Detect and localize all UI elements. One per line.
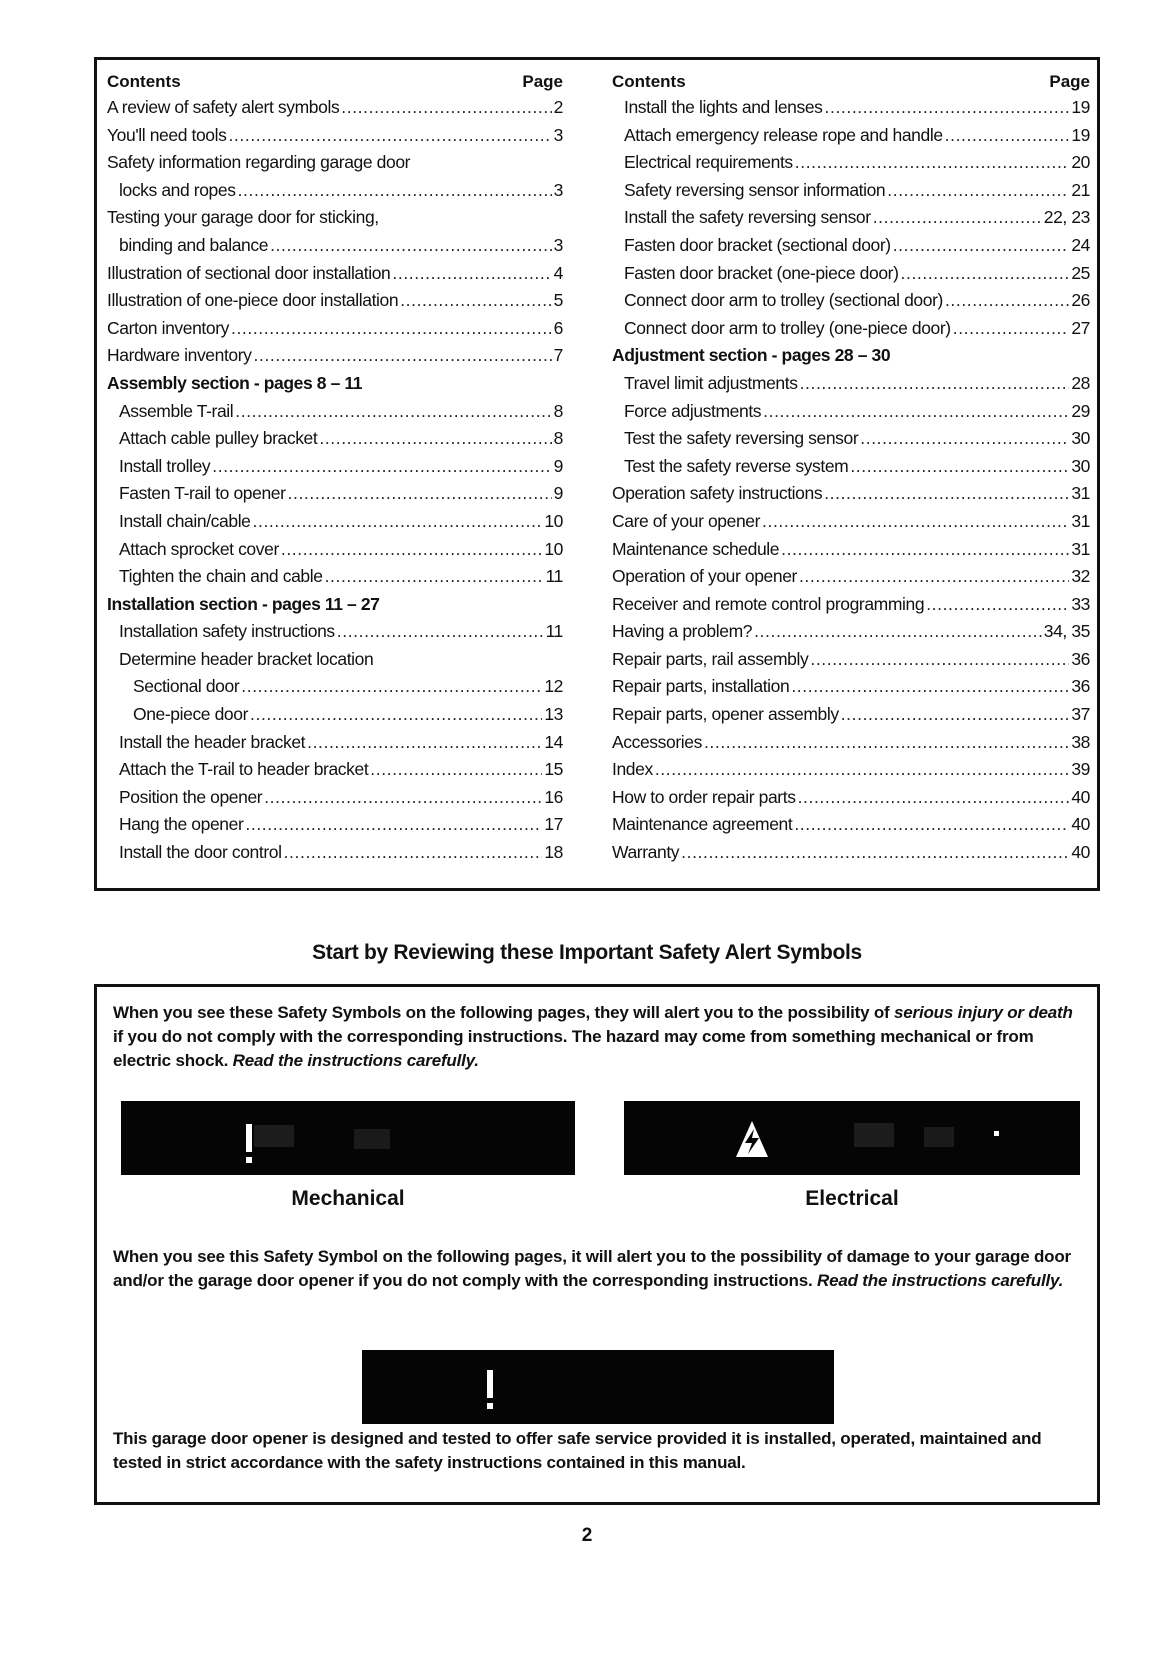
toc-left-header: [107, 70, 563, 94]
toc-entry: [107, 315, 563, 343]
toc-entry-page: 30: [1071, 455, 1090, 476]
electrical-label: Electrical: [805, 1187, 899, 1210]
toc-left-column: [107, 70, 563, 867]
toc-entry-page: 40: [1071, 842, 1090, 863]
toc-entry-title: Test the safety reverse system: [624, 455, 849, 476]
toc-entry: [612, 370, 1090, 398]
toc-section-heading: [612, 342, 1090, 370]
toc-entry-page: 14: [544, 731, 563, 752]
toc-entry: [107, 260, 563, 288]
toc-entry-title: Position the opener: [119, 786, 263, 807]
toc-entry: [612, 480, 1090, 508]
toc-entry: [107, 149, 563, 177]
toc-entry-title: Install chain/cable: [119, 510, 251, 531]
toc-leader-dots: [253, 508, 543, 536]
toc-entry: [612, 287, 1090, 315]
toc-leader-dots: [810, 646, 1069, 674]
exclamation-icon: [362, 1350, 834, 1424]
toc-entry-title: Repair parts, rail assembly: [612, 648, 809, 669]
toc-entry-title: Attach cable pulley bracket: [119, 428, 318, 449]
toc-leader-dots: [245, 811, 542, 839]
table-of-contents: [94, 57, 1100, 891]
toc-right-header-page: Page: [1049, 72, 1090, 91]
toc-entry: [612, 204, 1090, 232]
toc-leader-dots: [945, 122, 1070, 150]
toc-entry-title: Hang the opener: [119, 814, 244, 835]
toc-entry-title: Operation of your opener: [612, 566, 797, 587]
toc-entry-title: Attach sprocket cover: [119, 538, 279, 559]
toc-leader-dots: [893, 232, 1070, 260]
toc-entry-page: 30: [1071, 428, 1090, 449]
toc-entry-title: Adjustment section - pages 28 – 30: [612, 345, 891, 366]
toc-entry-page: 17: [544, 814, 563, 835]
toc-leader-dots: [337, 618, 544, 646]
toc-entry-page: 39: [1071, 759, 1090, 780]
toc-leader-dots: [655, 756, 1070, 784]
toc-leader-dots: [824, 480, 1069, 508]
toc-entry: [612, 536, 1090, 564]
toc-entry-title: Maintenance schedule: [612, 538, 780, 559]
toc-entry: [612, 149, 1090, 177]
toc-entry-title: Install the safety reversing sensor: [624, 207, 871, 228]
toc-entry: [612, 122, 1090, 150]
toc-entry-title: Operation safety instructions: [612, 483, 823, 504]
toc-leader-dots: [860, 425, 1069, 453]
toc-entry-title: Illustration of sectional door installation: [107, 262, 391, 283]
toc-entry-title: Receiver and remote control programming: [612, 593, 925, 614]
safety-footer-text: This garage door opener is designed and tested to offer safe service provided it is installed, operated, maintained and tested in strict accordance with the safety instructions contained in this manual.: [113, 1429, 1042, 1472]
toc-leader-dots: [288, 480, 552, 508]
toc-entry-page: 3: [553, 234, 563, 255]
toc-entry-page: 26: [1071, 290, 1090, 311]
toc-entry-title: Safety reversing sensor information: [624, 179, 886, 200]
toc-section-heading: [107, 591, 563, 619]
toc-entry-title: Install trolley: [119, 455, 211, 476]
toc-entry-page: 25: [1071, 262, 1090, 283]
toc-entry-title: Index: [612, 759, 653, 780]
intro-text-a: When you see these Safety Symbols on the following pages, they will alert you to the possibility of: [113, 1003, 895, 1022]
toc-entry: [107, 811, 563, 839]
toc-entry: [612, 784, 1090, 812]
toc-entry-page: 32: [1071, 566, 1090, 587]
toc-entry-title: Force adjustments: [624, 400, 762, 421]
toc-leader-dots: [850, 453, 1069, 481]
toc-entry: [107, 398, 563, 426]
toc-leader-dots: [799, 563, 1069, 591]
toc-entry-page: 5: [553, 290, 563, 311]
toc-right-entries: [612, 94, 1090, 867]
toc-entry-page: 38: [1071, 731, 1090, 752]
toc-entry: [612, 425, 1090, 453]
toc-entry-page: 13: [544, 704, 563, 725]
toc-entry: [107, 177, 563, 205]
toc-entry: [107, 287, 563, 315]
toc-leader-dots: [873, 204, 1042, 232]
toc-entry-page: 12: [544, 676, 563, 697]
second-read-instructions: Read the instructions carefully.: [817, 1271, 1064, 1290]
toc-entry-page: 34, 35: [1043, 621, 1090, 642]
toc-entry: [612, 646, 1090, 674]
toc-entry: [612, 94, 1090, 122]
toc-entry-title: How to order repair parts: [612, 786, 796, 807]
toc-entry-title: Tighten the chain and cable: [119, 566, 323, 587]
toc-entry-title: Illustration of one-piece door installation: [107, 290, 399, 311]
toc-entry-title: Warranty: [612, 842, 680, 863]
toc-entry-page: 31: [1071, 483, 1090, 504]
toc-entry-title: Maintenance agreement: [612, 814, 793, 835]
toc-leader-dots: [794, 811, 1069, 839]
toc-entry-page: 28: [1071, 372, 1090, 393]
toc-entry: [612, 177, 1090, 205]
toc-entry-page: 3: [553, 124, 563, 145]
safety-alert-box: [94, 984, 1100, 1505]
toc-right-header-title: Contents: [612, 72, 686, 91]
toc-entry-title: Testing your garage door for sticking,: [107, 207, 379, 228]
toc-entry: [612, 508, 1090, 536]
toc-entry: [107, 425, 563, 453]
toc-entry-title: Install the header bracket: [119, 731, 306, 752]
toc-entry-page: 15: [544, 759, 563, 780]
toc-leader-dots: [887, 177, 1069, 205]
toc-entry-title: One-piece door: [133, 704, 249, 725]
toc-leader-dots: [754, 618, 1042, 646]
toc-leader-dots: [681, 839, 1069, 867]
toc-entry-title: Travel limit adjustments: [624, 372, 798, 393]
toc-leader-dots: [762, 508, 1069, 536]
toc-entry-page: 36: [1071, 676, 1090, 697]
intro-read-instructions: Read the instructions carefully.: [232, 1051, 479, 1070]
toc-entry-page: 11: [545, 621, 563, 642]
toc-entry-title: Fasten door bracket (sectional door): [624, 234, 891, 255]
toc-entry-page: 16: [544, 786, 563, 807]
toc-entry-title: Sectional door: [133, 676, 240, 697]
toc-entry: [612, 260, 1090, 288]
toc-leader-dots: [254, 342, 552, 370]
toc-entry-page: 31: [1071, 510, 1090, 531]
toc-entry-title: Test the safety reversing sensor: [624, 428, 859, 449]
mechanical-label: Mechanical: [291, 1187, 405, 1210]
toc-entry-title: Assemble T-rail: [119, 400, 234, 421]
toc-entry: [107, 839, 563, 867]
toc-left-entries: [107, 94, 563, 867]
intro-emphasis: serious injury or death: [894, 1003, 1073, 1022]
toc-entry-title: Electrical requirements: [624, 152, 793, 173]
toc-entry: [107, 618, 563, 646]
toc-entry: [612, 839, 1090, 867]
toc-entry-title: You'll need tools: [107, 124, 227, 145]
toc-entry-page: 36: [1071, 648, 1090, 669]
toc-leader-dots: [791, 673, 1069, 701]
toc-entry-page: 40: [1071, 786, 1090, 807]
toc-leader-dots: [798, 784, 1070, 812]
toc-entry: [612, 673, 1090, 701]
toc-left-header-title: Contents: [107, 72, 181, 91]
toc-leader-dots: [763, 398, 1069, 426]
toc-entry: [107, 122, 563, 150]
toc-entry-title: Carton inventory: [107, 317, 229, 338]
safety-second-text: [113, 1245, 1073, 1293]
toc-entry: [107, 646, 563, 674]
toc-entry-title: Having a problem?: [612, 621, 753, 642]
toc-leader-dots: [370, 756, 542, 784]
toc-entry-page: 31: [1071, 538, 1090, 559]
toc-entry: [612, 232, 1090, 260]
electrical-symbol-bar: [624, 1101, 1080, 1175]
toc-leader-dots: [238, 177, 552, 205]
toc-leader-dots: [901, 260, 1070, 288]
toc-right-header: [612, 70, 1090, 94]
toc-entry-page: 37: [1071, 704, 1090, 725]
safety-heading: Start by Reviewing these Important Safety Alert Symbols: [312, 941, 862, 964]
toc-entry-page: 29: [1071, 400, 1090, 421]
toc-entry: [107, 729, 563, 757]
exclamation-icon: [121, 1101, 575, 1175]
toc-entry: [107, 480, 563, 508]
toc-right-column: [612, 70, 1090, 867]
toc-entry: [612, 591, 1090, 619]
mechanical-symbol-bar: [121, 1101, 575, 1175]
toc-entry-title: A review of safety alert symbols: [107, 97, 340, 117]
toc-leader-dots: [841, 701, 1070, 729]
toc-entry-page: 10: [544, 510, 563, 531]
toc-entry-page: 21: [1071, 179, 1090, 200]
toc-entry: [612, 756, 1090, 784]
toc-leader-dots: [953, 315, 1070, 343]
toc-entry-title: Fasten door bracket (one-piece door): [624, 262, 899, 283]
second-text-a: When you see this Safety Symbol on the following pages, it will alert you to the possibility of damage to your garage door and/or the garage door opener if you do not comply with the corresponding instructions.: [113, 1247, 1071, 1290]
toc-entry-page: 22, 23: [1043, 207, 1090, 228]
toc-leader-dots: [800, 370, 1070, 398]
toc-entry-title: Attach the T-rail to header bracket: [119, 759, 369, 780]
toc-entry-title: Safety information regarding garage door: [107, 152, 411, 173]
toc-entry: [612, 811, 1090, 839]
toc-left-header-page: Page: [522, 72, 563, 91]
toc-leader-dots: [212, 453, 551, 481]
toc-leader-dots: [281, 536, 542, 564]
toc-entry-title: locks and ropes: [119, 179, 236, 200]
toc-entry: [107, 204, 563, 232]
toc-entry-title: Install the lights and lenses: [624, 97, 823, 117]
toc-entry: [612, 701, 1090, 729]
toc-entry: [612, 398, 1090, 426]
toc-entry: [107, 563, 563, 591]
toc-entry-title: Installation safety instructions: [119, 621, 335, 642]
toc-entry-page: 9: [553, 483, 563, 504]
toc-leader-dots: [250, 701, 542, 729]
toc-leader-dots: [926, 591, 1069, 619]
toc-entry-page: 8: [553, 400, 563, 421]
intro-text-b: if you do not comply with the corresponding instructions. The hazard may come from something mechanical or from electric shock.: [113, 1027, 1034, 1070]
toc-section-heading: [107, 370, 563, 398]
property-damage-symbol-bar: [362, 1350, 834, 1424]
toc-leader-dots: [945, 287, 1069, 315]
toc-entry: [107, 701, 563, 729]
toc-leader-dots: [392, 260, 551, 288]
toc-entry: [107, 784, 563, 812]
page-number: 2: [581, 1525, 593, 1546]
toc-entry-page: 8: [553, 428, 563, 449]
toc-entry-page: 33: [1071, 593, 1090, 614]
toc-entry-page: 24: [1071, 234, 1090, 255]
toc-entry: [107, 673, 563, 701]
toc-entry: [107, 508, 563, 536]
toc-entry-title: Fasten T-rail to opener: [119, 483, 286, 504]
toc-entry-page: 19: [1071, 124, 1090, 145]
toc-leader-dots: [325, 563, 544, 591]
toc-entry-title: Care of your opener: [612, 510, 761, 531]
toc-entry-title: Hardware inventory: [107, 345, 252, 366]
toc-entry-title: Attach emergency release rope and handle: [624, 124, 943, 145]
toc-entry: [107, 342, 563, 370]
toc-entry-page: 9: [553, 455, 563, 476]
electric-shock-icon: [624, 1101, 1080, 1175]
toc-entry-title: Connect door arm to trolley (one-piece door): [624, 317, 951, 338]
toc-leader-dots: [307, 729, 542, 757]
toc-entry-page: 10: [544, 538, 563, 559]
toc-leader-dots: [284, 839, 543, 867]
toc-entry: [107, 756, 563, 784]
toc-entry: [612, 729, 1090, 757]
toc-entry: [612, 618, 1090, 646]
toc-entry-title: Install the door control: [119, 842, 282, 863]
toc-entry-page: 3: [553, 179, 563, 200]
toc-leader-dots: [341, 94, 551, 122]
toc-leader-dots: [781, 536, 1069, 564]
toc-entry-title: Assembly section - pages 8 – 11: [107, 372, 363, 393]
toc-leader-dots: [795, 149, 1070, 177]
toc-leader-dots: [241, 673, 542, 701]
toc-entry-page: 2: [553, 97, 563, 117]
toc-leader-dots: [264, 784, 542, 812]
toc-entry-title: Accessories: [612, 731, 702, 752]
toc-entry: [612, 315, 1090, 343]
toc-leader-dots: [825, 94, 1070, 122]
toc-entry-page: 19: [1071, 97, 1090, 117]
toc-entry-title: Installation section - pages 11 – 27: [107, 593, 380, 614]
toc-leader-dots: [235, 398, 551, 426]
toc-entry: [107, 453, 563, 481]
toc-entry-title: Determine header bracket location: [119, 648, 374, 669]
toc-entry-title: Connect door arm to trolley (sectional door): [624, 290, 943, 311]
toc-entry-title: binding and balance: [119, 234, 269, 255]
toc-leader-dots: [400, 287, 551, 315]
toc-leader-dots: [704, 729, 1069, 757]
toc-entry-title: Repair parts, installation: [612, 676, 790, 697]
toc-entry-page: 27: [1071, 317, 1090, 338]
toc-entry-page: 18: [544, 842, 563, 863]
toc-entry: [107, 94, 563, 122]
toc-entry-title: Repair parts, opener assembly: [612, 704, 839, 725]
toc-entry-page: 40: [1071, 814, 1090, 835]
toc-leader-dots: [228, 122, 551, 150]
toc-entry-page: 7: [553, 345, 563, 366]
toc-entry: [107, 232, 563, 260]
toc-leader-dots: [270, 232, 552, 260]
toc-entry: [612, 453, 1090, 481]
toc-entry: [612, 563, 1090, 591]
toc-leader-dots: [231, 315, 552, 343]
safety-intro-text: [113, 1001, 1073, 1073]
toc-entry-page: 4: [553, 262, 563, 283]
toc-entry: [107, 536, 563, 564]
toc-entry-page: 20: [1071, 152, 1090, 173]
toc-leader-dots: [319, 425, 551, 453]
toc-entry-page: 11: [545, 566, 563, 587]
toc-entry-page: 6: [553, 317, 563, 338]
